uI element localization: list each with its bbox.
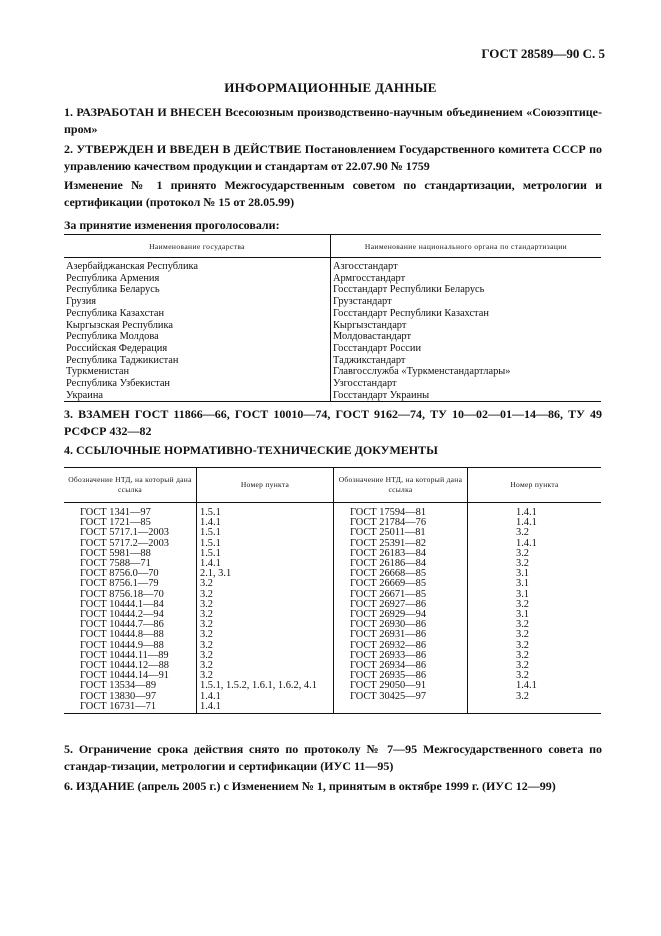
ref-doc-right: ГОСТ 26933—86 (334, 651, 468, 661)
ref-doc-left: ГОСТ 13534—89 (64, 681, 197, 691)
ref-point-right: 3.1 (516, 588, 529, 600)
section-2-text: Постановлением Государственного комитета СССР по управлению качеством продукции и стандартам от 22.07.90 № 1759 (64, 142, 603, 173)
ref-point-right: 1.4.1 (516, 507, 537, 518)
standards-body-name: Главгосслужба «Туркменстандартлары» (333, 366, 511, 378)
ref-point-left: 3.2 (197, 620, 334, 630)
ref-doc-left: ГОСТ 10444.9—88 (64, 641, 197, 651)
ref-header-point-1: Номер пункта (197, 468, 334, 503)
ref-point-right: 1.4.1 (516, 680, 537, 692)
ref-doc-left: ГОСТ 13830—97 (64, 692, 197, 702)
section-2 (64, 141, 602, 175)
ref-point-left: 3.2 (197, 641, 334, 651)
ref-doc-right: ГОСТ 25391—82 (334, 539, 468, 549)
ref-point-left: 1.5.1 (197, 539, 334, 549)
ref-doc-left: ГОСТ 10444.12—88 (64, 661, 197, 671)
ref-point-right: 3.2 (516, 649, 529, 661)
ref-point-right: 3.1 (516, 578, 529, 590)
table-row (64, 366, 601, 378)
standards-body-name: Госстандарт России (333, 342, 422, 354)
ref-header-doc-1: Обозначение НТД, на который дана ссылка (64, 468, 197, 503)
ref-point-right: 3.1 (516, 609, 529, 621)
standards-body-name: Кыргызстандарт (333, 319, 407, 331)
ref-point-left: 1.5.1, 1.5.2, 1.6.1, 1.6.2, 4.1 (197, 681, 334, 691)
ref-point-left: 3.2 (197, 651, 334, 661)
ref-point-left: 1.5.1 (197, 549, 334, 559)
ref-doc-right: ГОСТ 26927—86 (334, 600, 468, 610)
state-name: Азербайджанская Республика (64, 258, 331, 273)
standards-body-name: Госстандарт Республики Казахстан (333, 307, 489, 319)
standards-body-name: Молдовастандарт (333, 331, 412, 343)
ref-point-left: 3.2 (197, 610, 334, 620)
ref-doc-right: ГОСТ 26929—94 (334, 610, 468, 620)
state-name: Республика Молдова (64, 331, 331, 343)
standards-body-name: Таджикстандарт (333, 354, 406, 366)
standards-body-name: Госстандарт Украины (331, 390, 602, 402)
ref-point-left: 1.4.1 (197, 559, 334, 569)
table-row (64, 702, 601, 714)
state-name: Республика Узбекистан (64, 378, 331, 390)
ref-point-right: 3.2 (516, 670, 529, 682)
ref-point-left: 1.5.1 (197, 503, 334, 519)
ref-doc-right: ГОСТ 26186—84 (334, 559, 468, 569)
ref-header-doc-2: Обозначение НТД, на который дана ссылка (334, 468, 468, 503)
ref-point-left: 2.1, 3.1 (197, 569, 334, 579)
ref-point-left: 1.4.1 (197, 692, 334, 702)
ref-point-right: 3.2 (516, 629, 529, 641)
state-name: Республика Беларусь (64, 284, 331, 296)
vote-table (64, 234, 601, 402)
state-name: Грузия (64, 296, 331, 308)
ref-point-left: 1.5.1 (197, 528, 334, 538)
ref-doc-right: ГОСТ 26930—86 (334, 620, 468, 630)
state-name: Республика Армения (64, 273, 331, 285)
section-1-lead: 1. РАЗРАБОТАН И ВНЕСЕН (64, 105, 222, 119)
ref-doc-right (334, 702, 468, 714)
standards-body-name: Грузстандарт (333, 296, 392, 308)
ref-point-right: 3.2 (516, 527, 529, 539)
ref-point-right: 3.1 (516, 568, 529, 580)
table-row (64, 355, 601, 367)
ref-doc-left: ГОСТ 10444.2—94 (64, 610, 197, 620)
state-name: Украина (64, 390, 331, 402)
ref-doc-right: ГОСТ 26669—85 (334, 579, 468, 589)
ref-point-right: 3.2 (516, 598, 529, 610)
table-row (64, 308, 601, 320)
ref-doc-left: ГОСТ 10444.11—89 (64, 651, 197, 661)
table-row (64, 390, 601, 402)
ref-doc-left: ГОСТ 8756.18—70 (64, 590, 197, 600)
table-row (64, 378, 601, 390)
ref-doc-left: ГОСТ 10444.7—86 (64, 620, 197, 630)
change-note: Изменение № 1 принято Межгосударственным советом по стандартизации, метрологии и сертификации (протокол № 15 от 28.05.99) (64, 178, 602, 209)
state-name: Республика Казахстан (64, 308, 331, 320)
ref-doc-right: ГОСТ 26183—84 (334, 549, 468, 559)
ref-doc-left: ГОСТ 10444.1—84 (64, 600, 197, 610)
ref-doc-right: ГОСТ 26671—85 (334, 590, 468, 600)
ref-doc-left: ГОСТ 8756.1—79 (64, 579, 197, 589)
ref-doc-right: ГОСТ 17594—81 (334, 503, 468, 519)
state-name: Туркменистан (64, 366, 331, 378)
ref-point-left: 3.2 (197, 661, 334, 671)
ref-point-left: 1.4.1 (197, 702, 334, 714)
ref-doc-right: ГОСТ 26935—86 (334, 671, 468, 681)
section-1-text: Всесоюзным производственно-научным объединением «Союзэптице-пром» (64, 105, 603, 136)
ref-point-right (468, 702, 602, 714)
ref-point-right: 3.2 (516, 558, 529, 570)
vote-table-header-body: Наименование национального органа по стандартизации (331, 235, 602, 258)
ref-doc-left: ГОСТ 8756.0—70 (64, 569, 197, 579)
standards-body-name: Армгосстандарт (333, 272, 406, 284)
standards-body-name: Азгосстандарт (333, 261, 398, 272)
table-row (64, 284, 601, 296)
ref-point-left: 3.2 (197, 671, 334, 681)
table-row (64, 273, 601, 285)
table-row (64, 503, 601, 519)
ref-point-left: 3.2 (197, 579, 334, 589)
table-row (64, 296, 601, 308)
ref-point-right: 1.4.1 (516, 517, 537, 529)
standards-body-name: Узгосстандарт (333, 378, 397, 390)
section-2-lead: 2. УТВЕРЖДЕН И ВВЕДЕН В ДЕЙСТВИЕ (64, 142, 302, 156)
ref-doc-left: ГОСТ 7588—71 (64, 559, 197, 569)
page-header: ГОСТ 28589—90 С. 5 (481, 46, 605, 61)
section-1 (64, 104, 602, 138)
ref-point-left: 1.4.1 (197, 518, 334, 528)
ref-point-right: 3.2 (516, 690, 529, 702)
ref-doc-right: ГОСТ 26934—86 (334, 661, 468, 671)
ref-doc-left: ГОСТ 5717.2—2003 (64, 539, 197, 549)
ref-point-left: 3.2 (197, 630, 334, 640)
table-row (64, 343, 601, 355)
table-row (64, 320, 601, 332)
ref-doc-left: ГОСТ 5981—88 (64, 549, 197, 559)
ref-doc-left: ГОСТ 5717.1—2003 (64, 528, 197, 538)
ref-point-right: 1.4.1 (516, 537, 537, 549)
section-3: 3. ВЗАМЕН ГОСТ 11866—66, ГОСТ 10010—74, ГОСТ 9162—74, ТУ 10—02—01—14—86, ТУ 49 РСФСР 432—82 (64, 407, 602, 438)
state-name: Республика Таджикистан (64, 355, 331, 367)
table-row (64, 258, 601, 273)
ref-doc-left: ГОСТ 10444.14—91 (64, 671, 197, 681)
section-4: 4. ССЫЛОЧНЫЕ НОРМАТИВНО-ТЕХНИЧЕСКИЕ ДОКУМЕНТЫ (64, 443, 438, 457)
ref-point-right: 3.2 (516, 619, 529, 631)
ref-doc-right: ГОСТ 26668—85 (334, 569, 468, 579)
reference-table (64, 467, 601, 714)
ref-doc-right: ГОСТ 25011—81 (334, 528, 468, 538)
ref-point-right: 3.2 (516, 660, 529, 672)
ref-header-point-2: Номер пункта (468, 468, 602, 503)
ref-point-right: 3.2 (516, 639, 529, 651)
ref-point-left: 3.2 (197, 600, 334, 610)
ref-doc-left: ГОСТ 10444.8—88 (64, 630, 197, 640)
table-row (64, 331, 601, 343)
ref-doc-right: ГОСТ 30425—97 (334, 692, 468, 702)
ref-doc-right: ГОСТ 26931—86 (334, 630, 468, 640)
standards-body-name: Госстандарт Республики Беларусь (333, 284, 485, 296)
state-name: Российская Федерация (64, 343, 331, 355)
vote-heading: За принятие изменения проголосовали: (64, 218, 280, 232)
ref-doc-left: ГОСТ 16731—71 (64, 702, 197, 714)
ref-doc-left: ГОСТ 1341—97 (64, 503, 197, 519)
ref-doc-right: ГОСТ 26932—86 (334, 641, 468, 651)
ref-doc-left: ГОСТ 1721—85 (64, 518, 197, 528)
vote-table-header-state: Наименование государства (64, 235, 331, 258)
state-name: Кыргызская Республика (64, 320, 331, 332)
section-5: 5. Ограничение срока действия снято по протоколу № 7—95 Межгосударственного совета по стандар-тизации, метрологии и сертификации (ИУС 11—95) (64, 742, 602, 773)
ref-doc-right: ГОСТ 21784—76 (334, 518, 468, 528)
ref-doc-right: ГОСТ 29050—91 (334, 681, 468, 691)
ref-point-right: 3.2 (516, 547, 529, 559)
ref-point-left: 3.2 (197, 590, 334, 600)
section-title: ИНФОРМАЦИОННЫЕ ДАННЫЕ (224, 80, 437, 95)
section-6: 6. ИЗДАНИЕ (апрель 2005 г.) с Изменением № 1, принятым в октябре 1999 г. (ИУС 12—99) (64, 779, 556, 793)
